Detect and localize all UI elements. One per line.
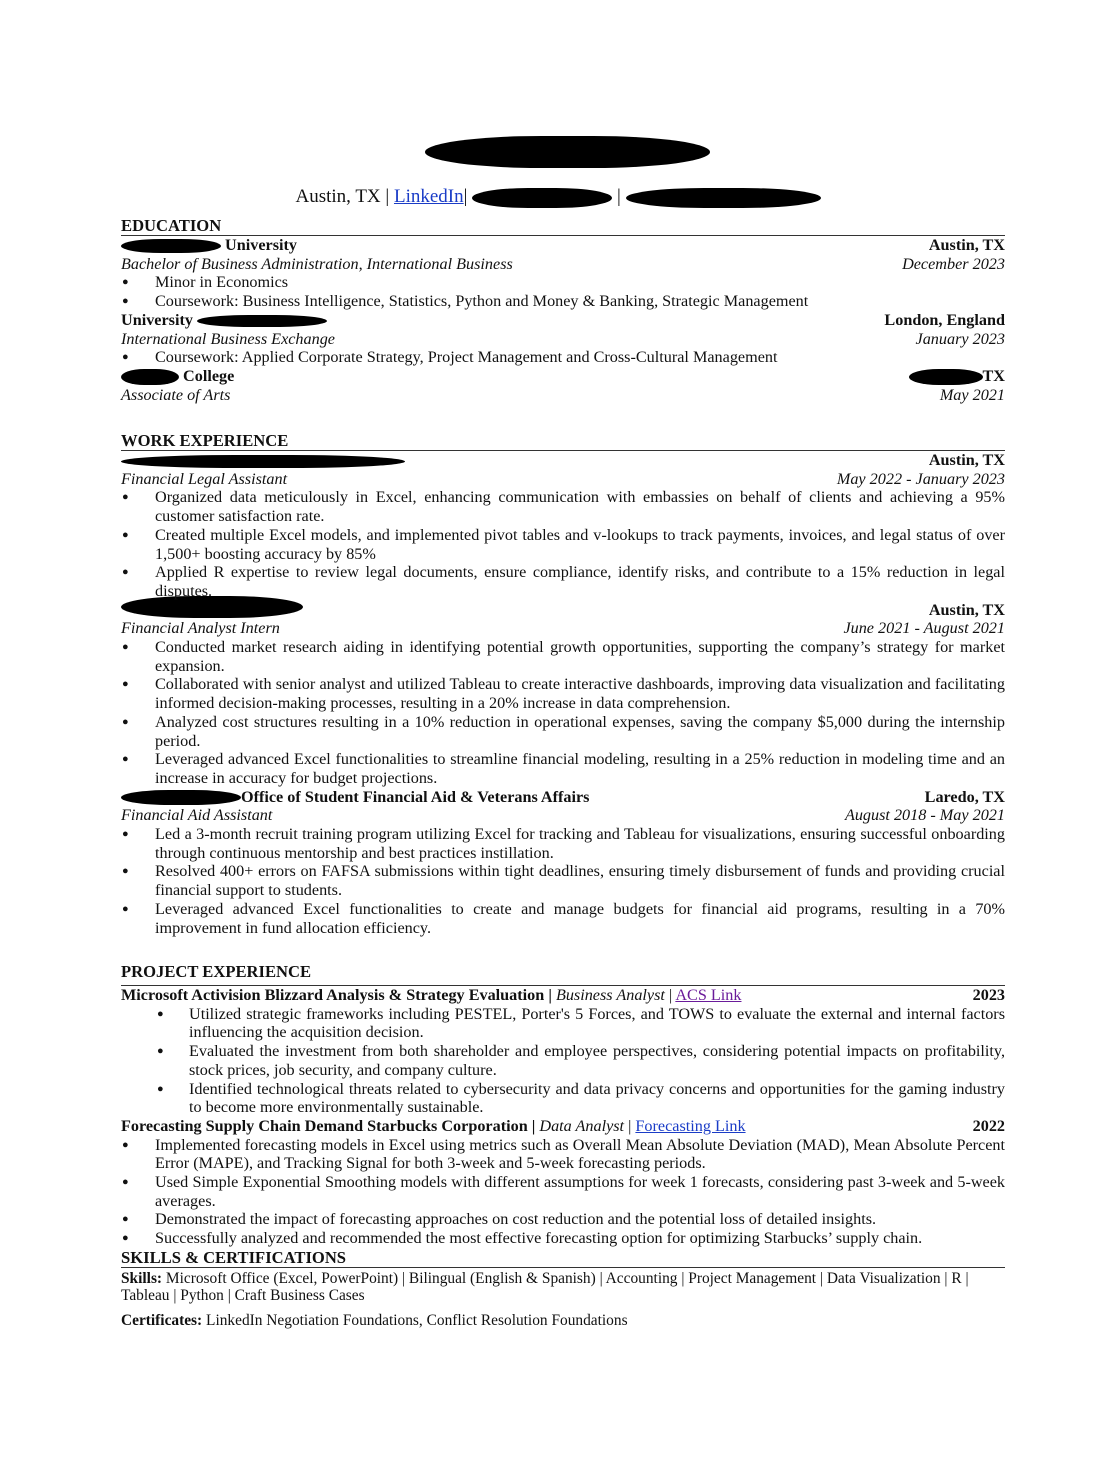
section-title-work: WORK EXPERIENCE [121, 431, 1005, 451]
job-date: August 2018 - May 2021 [844, 806, 1005, 825]
project-year: 2023 [972, 986, 1005, 1004]
list-item: ● Coursework: Business Intelligence, Statistics, Python and Money & Banking, Strategic Management [121, 292, 1005, 311]
list-item: ● Implemented forecasting models in Excel using metrics such as Overall Mean Absolute Deviation (MAD), Mean Absolute Percent Error (MAPE), and Tracking Signal for both 3-week and 5-week forecasting periods. [121, 1136, 1005, 1173]
list-item: ● Coursework: Applied Corporate Strategy, Project Management and Cross-Cultural Management [121, 348, 1005, 367]
redacted-school-city [909, 369, 983, 385]
list-item: ● Created multiple Excel models, and implemented pivot tables and v-lookups to track payments, invoices, and legal status of over 1,500+ boosting accuracy by 85% [121, 526, 1005, 563]
education-section [121, 216, 1005, 404]
project-entry: Forecasting Supply Chain Demand Starbucks Corporation | Data Analyst | Forecasting Link 2022 ● Implemented forecasting models in Excel using metrics such as Overall Mean Absolute Deviation (MAD), Mean Absolute Percent Error (MAPE), and Tracking Signal for both 3-week and 5-week forecasting periods. ● Used Simple Exponential Smoothing models with different assumptions for week 1 forecasts, considering past 3-week and 5-week averages. ● Demonstrated the impact of forecasting approaches on cost reduction and the potential loss of detailed insights. ● Successfully analyzed and recommended the most effective forecasting option for optimizing Starbucks’ supply chain. [121, 1117, 1005, 1248]
redacted-school-name [121, 369, 179, 385]
job-date: May 2022 - January 2023 [836, 469, 1005, 488]
list-item: ● Evaluated the investment from both shareholder and employee perspectives, considering potential impacts on profitability, stock prices, job security, and company culture. [121, 1042, 1005, 1079]
list-item: ● Resolved 400+ errors on FAFSA submissions within tight deadlines, ensuring timely disbursement of funds and providing crucial financial support to students. [121, 862, 1005, 899]
list-item: ● Leveraged advanced Excel functionalities to streamline financial modeling, resulting in a 25% reduction in modeling time and an increase in accuracy for budget projections. [121, 750, 1005, 787]
school-entry [121, 311, 1005, 367]
project-name: Microsoft Activision Blizzard Analysis & Strategy Evaluation [121, 986, 545, 1004]
list-item: ● Organized data meticulously in Excel, enhancing communication with embassies on behalf of clients and achieving a 95% customer satisfaction rate. [121, 488, 1005, 525]
redacted-email [626, 188, 821, 208]
certificates-line [121, 1312, 1005, 1329]
list-item: ● Identified technological threats related to cybersecurity and data privacy concerns and opportunities for the gaming industry to become more environmentally sustainable. [121, 1080, 1005, 1117]
certificates-label: Certificates: [121, 1311, 203, 1329]
school-name: University [121, 310, 193, 329]
list-item: ● Utilized strategic frameworks including PESTEL, Porter's 5 Forces, and TOWS to evaluate the external and internal factors influencing the acquisition decision. [121, 1005, 1005, 1042]
job-entry [121, 601, 1005, 788]
section-title-education: EDUCATION [121, 216, 1005, 236]
redacted-school-name [121, 239, 221, 253]
school-entry [121, 367, 1005, 404]
list-item: ● Applied R expertise to review legal documents, ensure compliance, identify risks, and contribute to a 15% reduction in legal disputes. [121, 563, 1005, 600]
school-entry [121, 236, 1005, 311]
redacted-name [425, 136, 710, 168]
job-location: Austin, TX [928, 451, 1005, 469]
skills-text: Microsoft Office (Excel, PowerPoint) | Bilingual (English & Spanish) | Accounting | Project Management | Data Visualization | R | Tableau | Python | Craft Business Cases [121, 1269, 969, 1304]
job-role: Financial Analyst Intern [121, 619, 280, 638]
job-entry [121, 788, 1005, 938]
list-item: ● Conducted market research aiding in identifying potential growth opportunities, supporting the company’s strategy for market expansion. [121, 638, 1005, 675]
project-role: Business Analyst [555, 986, 665, 1004]
project-name: Forecasting Supply Chain Demand Starbucks Corporation [121, 1116, 528, 1135]
contact-location: Austin, TX [295, 186, 381, 207]
degree: Associate of Arts [121, 385, 231, 404]
list-item: ● Successfully analyzed and recommended the most effective forecasting option for optimizing Starbucks’ supply chain. [121, 1229, 1005, 1248]
job-org: Office of Student Financial Aid & Veterans Affairs [241, 787, 590, 806]
project-link-forecasting[interactable]: Forecasting Link [635, 1116, 746, 1135]
skills-label: Skills: [121, 1269, 163, 1287]
job-role: Financial Aid Assistant [121, 806, 273, 825]
list-item: ● Collaborated with senior analyst and utilized Tableau to create interactive dashboards, improving data visualization and facilitating informed decision-making processes, resulting in a 20% increase in data comprehension. [121, 675, 1005, 712]
section-title-projects: PROJECT EXPERIENCE [121, 962, 312, 981]
section-title-skills: SKILLS & CERTIFICATIONS [121, 1248, 1005, 1268]
work-section [121, 431, 1005, 937]
redacted-employer [121, 455, 405, 468]
skills-line [121, 1270, 1005, 1304]
job-location: Austin, TX [928, 600, 1005, 619]
list-item: ● Demonstrated the impact of forecasting approaches on cost reduction and the potential loss of detailed insights. [121, 1210, 1005, 1229]
degree-date: December 2023 [902, 254, 1005, 273]
project-entry: Microsoft Activision Blizzard Analysis & Strategy Evaluation | Business Analyst | ACS Link 2023 ● Utilized strategic frameworks including PESTEL, Porter's 5 Forces, and TOWS to evaluate the external and internal factors influencing the acquisition decision. ● Evaluated the investment from both shareholder and employee perspectives, considering potential impacts on profitability, stock prices, job security, and company culture. ● Identified technological threats related to cybersecurity and data privacy concerns and opportunities for the gaming industry to become more environmentally sustainable. [121, 985, 1005, 1117]
job-entry [121, 451, 1005, 601]
project-year: 2022 [972, 1116, 1005, 1135]
redacted-phone [472, 188, 612, 208]
list-item: ● Led a 3-month recruit training program utilizing Excel for tracking and Tableau for visualizations, ensuring successful onboarding through continuous mentorship and best practices instillation. [121, 825, 1005, 862]
list-item: ● Used Simple Exponential Smoothing models with different assumptions for week 1 forecasts, considering past 3-week and 5-week averages. [121, 1173, 1005, 1210]
degree-date: May 2021 [939, 385, 1005, 404]
degree: International Business Exchange [121, 329, 335, 348]
job-role: Financial Legal Assistant [121, 469, 288, 488]
school-location: Austin, TX [928, 236, 1005, 254]
project-section [121, 962, 1005, 1329]
job-location: Laredo, TX [924, 787, 1005, 806]
list-item: ● Analyzed cost structures resulting in a 10% reduction in operational expenses, saving the company $5,000 during the internship period. [121, 713, 1005, 750]
certificates-text: LinkedIn Negotiation Foundations, Conflict Resolution Foundations [206, 1311, 628, 1329]
redacted-employer [121, 790, 241, 805]
redacted-school-name [197, 315, 327, 327]
project-role: Data Analyst [539, 1116, 625, 1135]
degree: Bachelor of Business Administration, International Business [121, 254, 513, 273]
school-location: TX [982, 366, 1005, 385]
project-link-acs[interactable]: ACS Link [675, 986, 742, 1004]
linkedin-link[interactable]: LinkedIn [393, 186, 464, 207]
school-name: College [183, 366, 235, 385]
degree-date: January 2023 [915, 329, 1005, 348]
job-date: June 2021 - August 2021 [843, 619, 1005, 638]
contact-line: Austin, TX | LinkedIn| | [0, 185, 1116, 209]
list-item: ● Minor in Economics [121, 273, 1005, 292]
school-location: London, England [884, 310, 1005, 329]
school-name: University [225, 236, 297, 254]
list-item: ● Leveraged advanced Excel functionalities to create and manage budgets for financial aid programs, resulting in a 70% improvement in fund allocation efficiency. [121, 900, 1005, 937]
